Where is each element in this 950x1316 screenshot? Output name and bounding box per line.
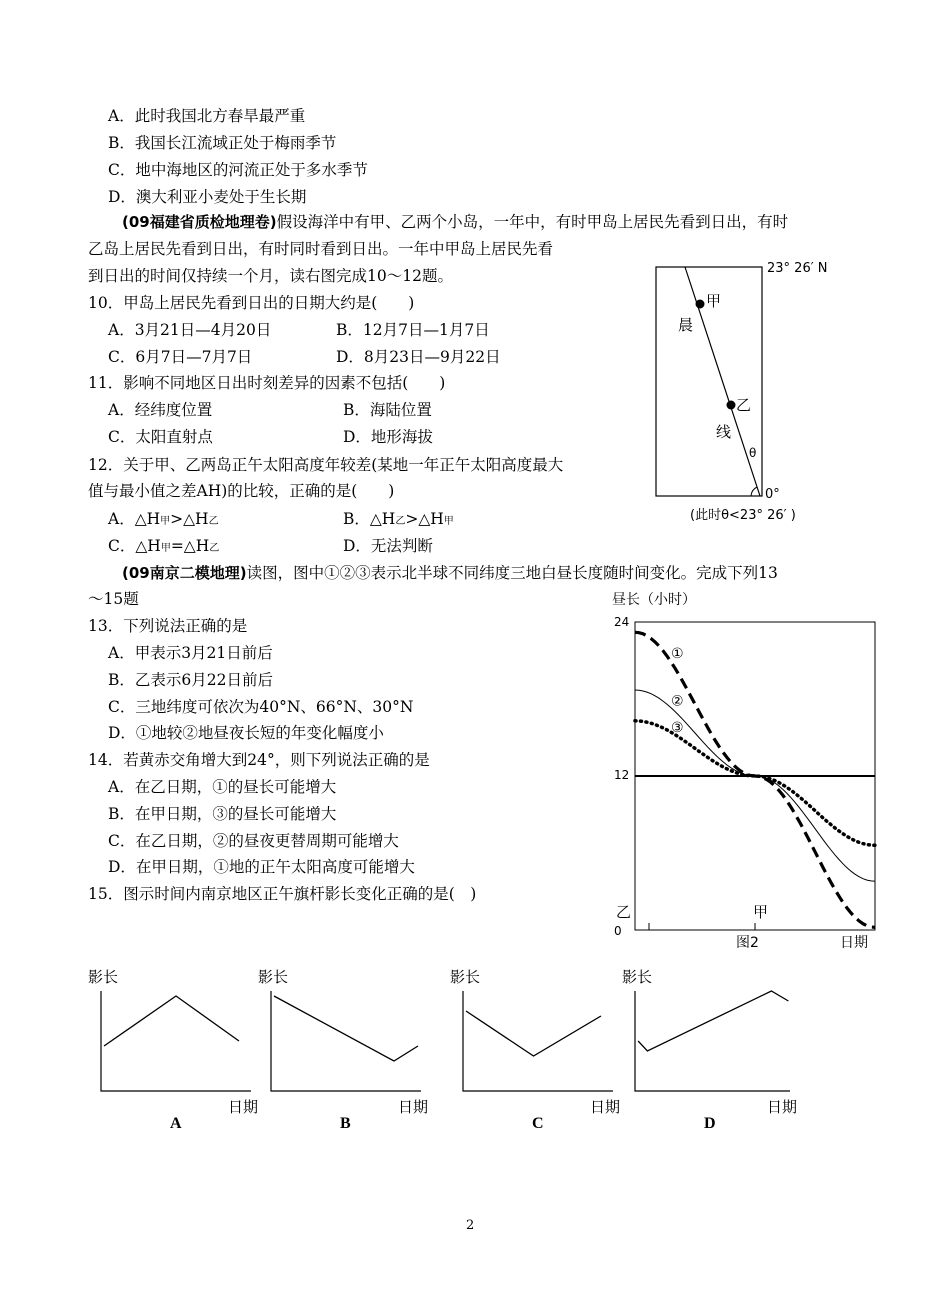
q12-option-c [108,536,219,559]
theta-arc [751,487,757,496]
q9-option-a: A．此时我国北方春旱最严重 [108,107,306,125]
group1-source: (09福建省质检地理卷) [122,213,277,231]
group2-source: (09南京二模地理) [122,564,247,582]
q13-option-a: A．甲表示3月21日前后 [108,644,273,662]
q12-a-pre: A．△H [108,510,161,528]
shadow-x-label: 日期 [767,1098,798,1116]
q12-c-pre: C．△H [108,537,161,555]
q9-option-c: C．地中海地区的河流正处于多水季节 [108,161,368,179]
group1-intro-text: 假设海洋中有甲、乙两个小岛，一年中，有时甲岛上居民先看到日出，有时 [276,213,789,231]
y-tick-0: 0 [614,924,622,938]
jia-label: 甲 [706,292,722,310]
q12-c-sub1: 甲 [160,543,171,554]
q10-option-a: A．3月21日—4月20日 [108,321,272,339]
island-yi-dot [727,401,736,410]
q11-option-b: B．海陆位置 [343,401,432,419]
y-tick-12: 12 [614,768,630,782]
chart-series [635,632,875,927]
shadow-y-label: 影长 [622,968,653,986]
x-marker-yi: 乙 [616,903,632,921]
q12-c-sub2: 乙 [209,543,220,554]
series-2-line [635,690,875,881]
shadow-x-label: 日期 [398,1098,429,1116]
shadow-graph [258,985,428,1095]
q9-option-d: D．澳大利亚小麦处于生长期 [108,188,307,206]
chen-label: 晨 [678,316,694,334]
shadow-x-label: 日期 [590,1098,621,1116]
chart-xlabel: 日期 [840,935,868,951]
series-2-label: ② [671,693,684,710]
shadow-trend-line [638,991,788,1051]
shadow-y-label: 影长 [88,968,119,986]
series-1-label: ① [671,645,684,662]
theta-label: θ [749,446,757,460]
q12-stem-line1: 12．关于甲、乙两岛正午太阳高度年较差(某地一年正午太阳高度最大 [88,456,564,474]
q14-stem: 14．若黄赤交角增大到24°，则下列说法正确的是 [88,751,430,769]
y-tick-24: 24 [614,615,630,629]
chart-caption: 图2 [736,935,759,951]
dawn-line [685,267,760,496]
shadow-graph-axes [101,991,251,1091]
q14-option-c: C．在乙日期，②的昼夜更替周期可能增大 [108,832,399,850]
shadow-option-letter: C [532,1115,544,1132]
group1-intro-line3: 到日出的时间仅持续一个月，读右图完成10～12题。 [88,267,453,285]
page-number: 2 [466,1218,475,1233]
q12-option-d: D．无法判断 [343,537,433,555]
q12-b-mid: >△H [405,510,444,528]
series-3-line [635,721,875,846]
xian-label: 线 [716,423,732,441]
q12-option-b [343,509,454,532]
group2-intro-line2: ～15题 [88,590,139,608]
q14-option-d: D．在甲日期，①地的正午太阳高度可能增大 [108,858,415,876]
shadow-trend-line [466,1011,601,1056]
q10-stem: 10．甲岛上居民先看到日出的日期大约是( ) [88,294,415,312]
q13-option-d: D．①地较②地昼夜长短的年变化幅度小 [108,724,384,742]
q11-option-a: A．经纬度位置 [108,401,213,419]
dawn-line-figure [650,258,890,528]
q13-stem: 13．下列说法正确的是 [88,617,248,635]
shadow-y-label: 影长 [450,968,481,986]
yi-label: 乙 [736,396,752,414]
q12-option-a [108,509,219,532]
day-length-chart [600,590,890,960]
group1-intro-line2: 乙岛上居民先看到日出，有时同时看到日出。一年中甲岛上居民先看 [88,240,554,258]
q9-option-b: B．我国长江流域正处于梅雨季节 [108,134,337,152]
q15-stem: 15．图示时间内南京地区正午旗杆影长变化正确的是( ) [88,885,477,903]
q14-option-b: B．在甲日期，③的昼长可能增大 [108,805,337,823]
series-1-line [635,632,875,927]
shadow-option-letter: A [170,1115,182,1132]
q10-option-d: D．8月23日—9月22日 [336,348,501,366]
q10-option-c: C．6月7日—7月7日 [108,348,253,366]
q12-b-pre: B．△H [343,510,396,528]
q11-option-c: C．太阳直射点 [108,428,213,446]
q13-option-c: C．三地纬度可依次为40°N、66°N、30°N [108,698,414,716]
q12-stem-line2: 值与最小值之差AH)的比较，正确的是( ) [88,482,395,500]
figure1-caption: (此时θ<23° 26′ ) [690,508,796,523]
q14-option-a: A．在乙日期，①的昼长可能增大 [108,778,337,796]
group2-intro-text: 读图，图中①②③表示北半球不同纬度三地白昼长度随时间变化。完成下列13 [246,564,778,582]
shadow-trend-line [274,996,418,1061]
q12-a-sub2: 乙 [208,516,219,527]
q11-stem: 11．影响不同地区日出时刻差异的因素不包括( ) [88,374,446,392]
shadow-y-label: 影长 [258,968,289,986]
bottom-latitude-label: 0° [765,487,780,502]
q12-a-mid: >△H [170,510,209,528]
q13-option-b: B．乙表示6月22日前后 [108,671,273,689]
q12-b-sub1: 乙 [395,516,406,527]
shadow-graph-axes [463,991,613,1091]
group2-intro-line1 [122,563,778,583]
q12-c-mid: =△H [170,537,210,555]
series-3-label: ③ [671,720,684,737]
q11-option-d: D．地形海拔 [343,428,433,446]
shadow-trend-line [104,996,239,1046]
chart-title: 昼长（小时） [612,592,696,608]
island-jia-dot [696,300,705,309]
x-marker-jia: 甲 [753,903,769,921]
q10-option-b: B．12月7日—1月7日 [336,321,490,339]
q12-b-sub2: 甲 [443,516,454,527]
shadow-x-label: 日期 [228,1098,259,1116]
shadow-graph [622,985,792,1095]
shadow-option-letter: D [704,1115,716,1132]
shadow-graph-axes [635,991,790,1091]
shadow-graph [450,985,620,1095]
shadow-graph [88,985,258,1095]
group1-intro-line1 [122,212,788,232]
top-latitude-label: 23° 26′ N [767,261,828,276]
q12-a-sub1: 甲 [160,516,171,527]
shadow-option-letter: B [340,1115,351,1132]
